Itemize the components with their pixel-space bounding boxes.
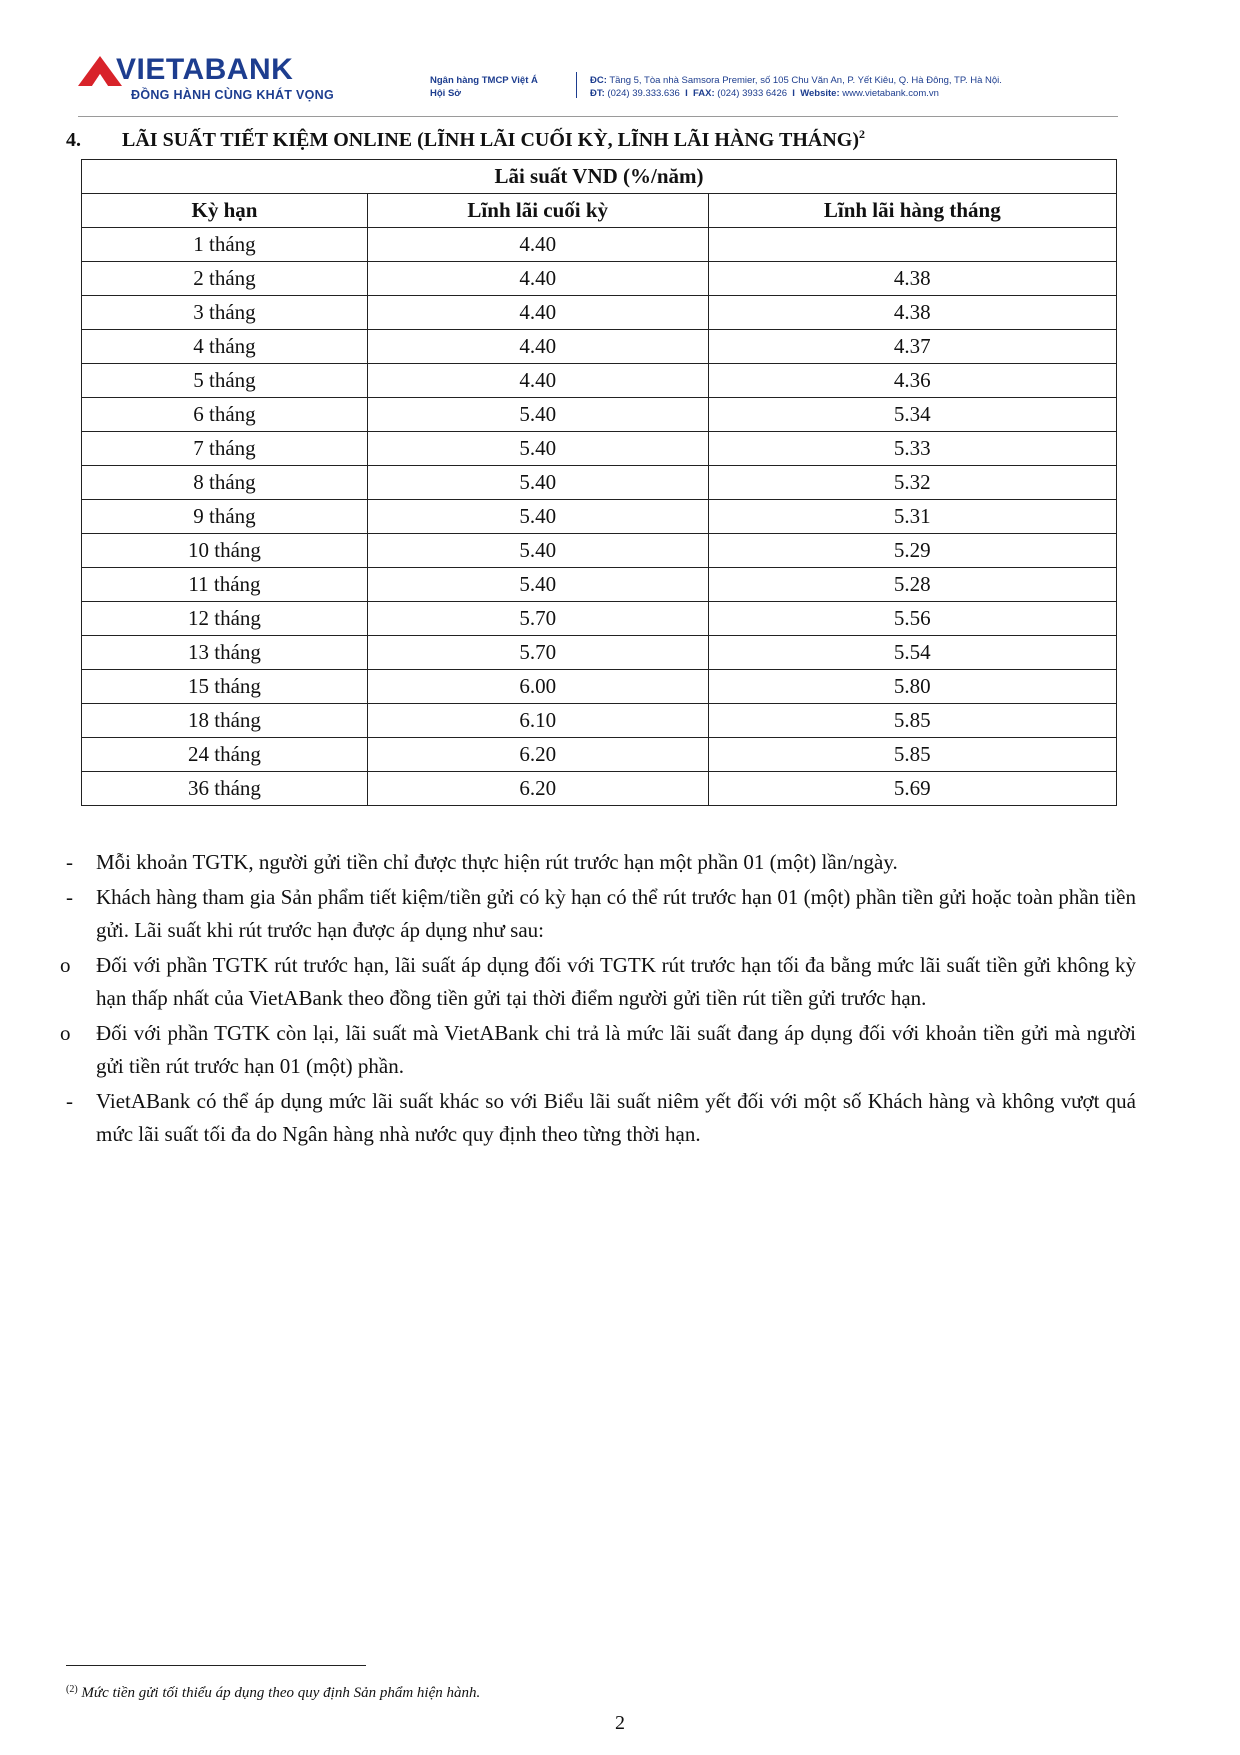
cell-end-of-term-rate: 5.40 [367, 466, 708, 500]
note-item [58, 1085, 1136, 1151]
cell-term: 8 tháng [82, 466, 368, 500]
table-row [82, 704, 1117, 738]
separator: I [685, 88, 688, 99]
cell-term: 2 tháng [82, 262, 368, 296]
table-row [82, 534, 1117, 568]
cell-monthly-rate: 4.38 [708, 262, 1116, 296]
cell-monthly-rate: 5.32 [708, 466, 1116, 500]
sub-bullet-marker: o [60, 953, 71, 977]
page-number: 2 [615, 1712, 625, 1734]
cell-term: 6 tháng [82, 398, 368, 432]
cell-term: 24 tháng [82, 738, 368, 772]
column-header-end-of-term: Lĩnh lãi cuối kỳ [367, 194, 708, 228]
table-row [82, 432, 1117, 466]
table-row [82, 364, 1117, 398]
cell-end-of-term-rate: 5.40 [367, 432, 708, 466]
address-label: ĐC: [590, 75, 607, 86]
footnote-rule [66, 1665, 366, 1666]
logo-tagline: ĐỒNG HÀNH CÙNG KHÁT VỌNG [131, 88, 335, 102]
note-item [58, 846, 1136, 879]
cell-monthly-rate: 4.37 [708, 330, 1116, 364]
cell-end-of-term-rate: 5.40 [367, 500, 708, 534]
fax-text: (024) 3933 6426 [717, 88, 788, 99]
cell-term: 15 tháng [82, 670, 368, 704]
address-text: Tầng 5, Tòa nhà Samsora Premier, số 105 Chu Văn An, P. Yết Kiêu, Q. Hà Đông, TP. Hà Nội. [609, 75, 1002, 86]
footnote-ref[interactable]: 2 [859, 127, 866, 141]
table-row [82, 228, 1117, 262]
separator: I [792, 88, 795, 99]
cell-end-of-term-rate: 4.40 [367, 262, 708, 296]
bullet-marker: - [66, 1089, 73, 1113]
table-row [82, 670, 1117, 704]
table-caption: Lãi suất VND (%/năm) [82, 160, 1117, 194]
note-item [58, 949, 1136, 1015]
table-row [82, 398, 1117, 432]
cell-monthly-rate [708, 228, 1116, 262]
note-text: VietABank có thể áp dụng mức lãi suất khác so với Biểu lãi suất niêm yết đối với một số Khách hàng và không vượt quá mức lãi suất tối đa do Ngân hàng nhà nước quy định theo từng thời hạn. [96, 1089, 1136, 1146]
cell-term: 3 tháng [82, 296, 368, 330]
cell-term: 18 tháng [82, 704, 368, 738]
logo-wordmark: VIETABANK [116, 53, 294, 86]
table-row [82, 602, 1117, 636]
cell-term: 12 tháng [82, 602, 368, 636]
cell-monthly-rate: 5.69 [708, 772, 1116, 806]
note-item [58, 881, 1136, 947]
table-caption-row [82, 160, 1117, 194]
cell-monthly-rate: 4.38 [708, 296, 1116, 330]
section-heading [66, 127, 865, 152]
bullet-marker: - [66, 885, 73, 909]
website-link[interactable]: www.vietabank.com.vn [842, 88, 939, 99]
cell-monthly-rate: 5.33 [708, 432, 1116, 466]
table-row [82, 500, 1117, 534]
table-row [82, 262, 1117, 296]
cell-term: 9 tháng [82, 500, 368, 534]
address-line [590, 74, 1002, 87]
cell-end-of-term-rate: 6.20 [367, 772, 708, 806]
cell-end-of-term-rate: 5.70 [367, 602, 708, 636]
cell-end-of-term-rate: 4.40 [367, 330, 708, 364]
bank-name: Ngân hàng TMCP Việt Á [430, 75, 538, 86]
table-row [82, 738, 1117, 772]
cell-term: 10 tháng [82, 534, 368, 568]
cell-end-of-term-rate: 4.40 [367, 296, 708, 330]
sub-bullet-marker: o [60, 1021, 71, 1045]
column-header-term: Kỳ hạn [82, 194, 368, 228]
section-title: LÃI SUẤT TIẾT KIỆM ONLINE (LĨNH LÃI CUỐI KỲ, LĨNH LÃI HÀNG THÁNG) [122, 129, 860, 151]
note-text: Khách hàng tham gia Sản phẩm tiết kiệm/tiền gửi có kỳ hạn có thể rút trước hạn 01 (một) phần tiền gửi hoặc toàn phần tiền gửi. Lãi suất khi rút trước hạn được áp dụng như sau: [96, 885, 1136, 942]
note-text: Mỗi khoản TGTK, người gửi tiền chỉ được thực hiện rút trước hạn một phần 01 (một) lần/ngày. [96, 850, 898, 874]
letterhead [78, 50, 1118, 116]
cell-end-of-term-rate: 6.10 [367, 704, 708, 738]
cell-monthly-rate: 5.85 [708, 704, 1116, 738]
note-item [58, 1017, 1136, 1083]
cell-monthly-rate: 5.85 [708, 738, 1116, 772]
header-rule [78, 116, 1118, 117]
cell-monthly-rate: 5.80 [708, 670, 1116, 704]
cell-monthly-rate: 5.56 [708, 602, 1116, 636]
table-row [82, 772, 1117, 806]
table-row [82, 466, 1117, 500]
cell-monthly-rate: 5.54 [708, 636, 1116, 670]
phone-text: (024) 39.333.636 [607, 88, 680, 99]
section-number: 4. [66, 129, 81, 151]
phone-line [590, 87, 1002, 100]
header-divider [576, 72, 577, 98]
bullet-marker: - [66, 850, 73, 874]
cell-end-of-term-rate: 5.40 [367, 568, 708, 602]
cell-monthly-rate: 4.36 [708, 364, 1116, 398]
bank-identity [430, 74, 538, 100]
footnote [66, 1684, 480, 1702]
table-row [82, 636, 1117, 670]
table-row [82, 568, 1117, 602]
footnote-text: Mức tiền gửi tối thiểu áp dụng theo quy định Sản phẩm hiện hành. [81, 1685, 481, 1701]
contact-info [590, 74, 1002, 100]
cell-end-of-term-rate: 4.40 [367, 228, 708, 262]
cell-term: 7 tháng [82, 432, 368, 466]
table-row [82, 296, 1117, 330]
vietabank-logo [78, 50, 378, 110]
interest-rate-table [81, 159, 1117, 806]
footnote-marker: (2) [66, 1684, 78, 1695]
cell-monthly-rate: 5.34 [708, 398, 1116, 432]
column-header-monthly: Lĩnh lãi hàng tháng [708, 194, 1116, 228]
cell-term: 11 tháng [82, 568, 368, 602]
cell-term: 5 tháng [82, 364, 368, 398]
cell-term: 4 tháng [82, 330, 368, 364]
cell-end-of-term-rate: 4.40 [367, 364, 708, 398]
phone-label: ĐT: [590, 88, 605, 99]
fax-label: FAX: [693, 88, 715, 99]
cell-end-of-term-rate: 5.40 [367, 534, 708, 568]
cell-end-of-term-rate: 5.40 [367, 398, 708, 432]
cell-term: 13 tháng [82, 636, 368, 670]
note-text: Đối với phần TGTK rút trước hạn, lãi suất áp dụng đối với TGTK rút trước hạn tối đa bằng mức lãi suất tiền gửi không kỳ hạn thấp nhất của VietABank theo đồng tiền gửi tại thời điểm người gửi tiền rút tiền gửi trước hạn. [96, 953, 1136, 1010]
cell-end-of-term-rate: 5.70 [367, 636, 708, 670]
cell-monthly-rate: 5.28 [708, 568, 1116, 602]
table-row [82, 330, 1117, 364]
cell-monthly-rate: 5.31 [708, 500, 1116, 534]
cell-end-of-term-rate: 6.20 [367, 738, 708, 772]
cell-term: 36 tháng [82, 772, 368, 806]
table-header-row [82, 194, 1117, 228]
bank-office: Hội Sở [430, 88, 462, 99]
cell-end-of-term-rate: 6.00 [367, 670, 708, 704]
cell-term: 1 tháng [82, 228, 368, 262]
table-body [82, 228, 1117, 806]
notes-list [58, 846, 1136, 1153]
cell-monthly-rate: 5.29 [708, 534, 1116, 568]
note-text: Đối với phần TGTK còn lại, lãi suất mà VietABank chi trả là mức lãi suất đang áp dụng đối với khoản tiền gửi mà người gửi tiền rút trước hạn 01 (một) phần. [96, 1021, 1136, 1078]
website-label: Website: [800, 88, 840, 99]
